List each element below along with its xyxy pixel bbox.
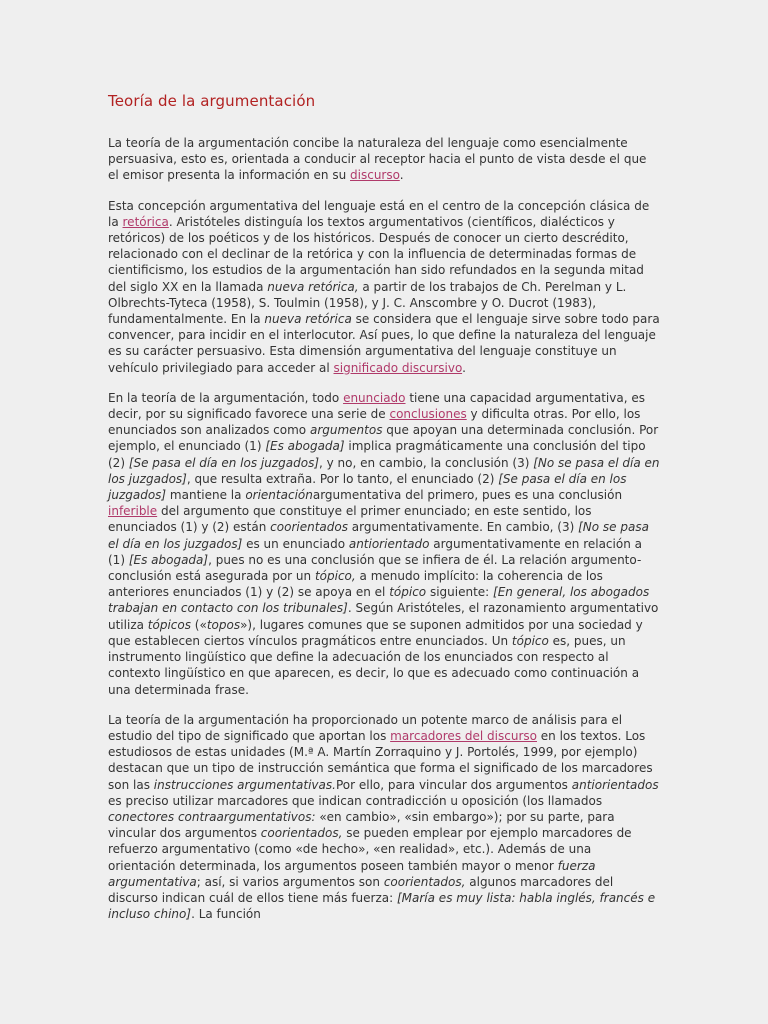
link-discurso[interactable]: discurso (350, 168, 400, 183)
link-conclusiones[interactable]: conclusiones (389, 407, 467, 422)
link-inferible[interactable]: inferible (108, 504, 158, 519)
paragraph-1: La teoría de la argumentación concibe la naturaleza del lenguaje como esencialmente persuasiva, esto es, orientada a conducir al receptor hacia el punto de vista desde el que el emisor presenta la información en su discurso. (108, 136, 647, 183)
paragraph-2: Esta concepción argumentativa del lenguaje está en el centro de la concepción clásica de la retórica. Aristóteles distinguía los textos argumentativos (científicos, dialécticos y retóricos) de los poéticos y de los históricos. Después de conocer un cierto descrédito, relacionado con el declinar de la retórica y con la influencia de determinadas formas de cientificismo, los estudios de la argumentación han sido refundados en la segunda mitad del siglo XX en la llamada nueva retórica, a partir de los trabajos de Ch. Perelman y L. Olbrechts-Tyteca (1958), S. Toulmin (1958), y J. C. Anscombre y O. Ducrot (1983), fundamentalmente. En la nueva retórica se considera que el lenguaje sirve sobre todo para convencer, para incidir en el interlocutor. Así pues, lo que define la naturaleza del lenguaje es su carácter persuasivo. Esta dimensión argumentativa del lenguaje constituye un vehículo privilegiado para acceder al significado discursivo. (108, 198, 660, 375)
link-marcadores-del-discurso[interactable]: marcadores del discurso (390, 728, 537, 743)
article-body (108, 92, 660, 936)
link-significado-discursivo[interactable]: significado discursivo (333, 360, 463, 375)
paragraph-4: La teoría de la argumentación ha proporcionado un potente marco de análisis para el estudio del tipo de significado que aportan los marcadores del discurso en los textos. Los estudiosos de estas unidades (M.ª A. Martín Zorraquino y J. Portolés, 1999, por ejemplo) destacan que un tipo de instrucción semántica que forma el significado de los marcadores son las instrucciones argumentativas.Por ello, para vincular dos argumentos antiorientados es preciso utilizar marcadores que indican contradicción u oposición (los llamados conectores contraargumentativos: «en cambio», «sin embargo»); por su parte, para vincular dos argumentos coorientados, se pueden emplear por ejemplo marcadores de refuerzo argumentativo (como «de hecho», «en realidad», etc.). Además de una orientación determinada, los argumentos poseen también mayor o menor fuerza argumentativa; así, si varios argumentos son coorientados, algunos marcadores del discurso indican cuál de ellos tiene más fuerza: [María es muy lista: habla inglés, francés e incluso chino]. La función (108, 712, 659, 922)
paragraph-3: En la teoría de la argumentación, todo enunciado tiene una capacidad argumentativa, es decir, por su significado favorece una serie de conclusiones y dificulta otras. Por ello, los enunciados son analizados como argumentos que apoyan una determinada conclusión. Por ejemplo, el enunciado (1) [Es abogada] implica pragmáticamente una conclusión del tipo (2) [Se pasa el día en los juzgados], y no, en cambio, la conclusión (3) [No se pasa el día en los juzgados], que resulta extraña. Por lo tanto, el enunciado (2) [Se pasa el día en los juzgados] mantiene la orientaciónargumentativa del primero, pues es una conclusión inferible del argumento que constituye el primer enunciado; en este sentido, los enunciados (1) y (2) están coorientados argumentativamente. En cambio, (3) [No se pasa el día en los juzgados] es un enunciado antiorientado argumentativamente en relación a (1) [Es abogada], pues no es una conclusión que se infiera de él. La relación argumento-conclusión está asegurada por un tópico, a menudo implícito: la coherencia de los anteriores enunciados (1) y (2) se apoya en el tópico siguiente: [En general, los abogados trabajan en contacto con los tribunales]. Según Aristóteles, el razonamiento argumentativo utiliza tópicos («topos»), lugares comunes que se suponen admitidos por una sociedad y que establecen ciertos vínculos pragmáticos entre enunciados. Un tópico es, pues, un instrumento lingüístico que define la adecuación de los enunciados con respecto al contexto lingüístico en que aparecen, es decir, lo que es adecuado como continuación a una determinada frase. (108, 390, 660, 697)
link-retorica[interactable]: retórica (122, 214, 169, 229)
link-enunciado[interactable]: enunciado (343, 390, 406, 405)
page-title: Teoría de la argumentación (108, 92, 316, 110)
